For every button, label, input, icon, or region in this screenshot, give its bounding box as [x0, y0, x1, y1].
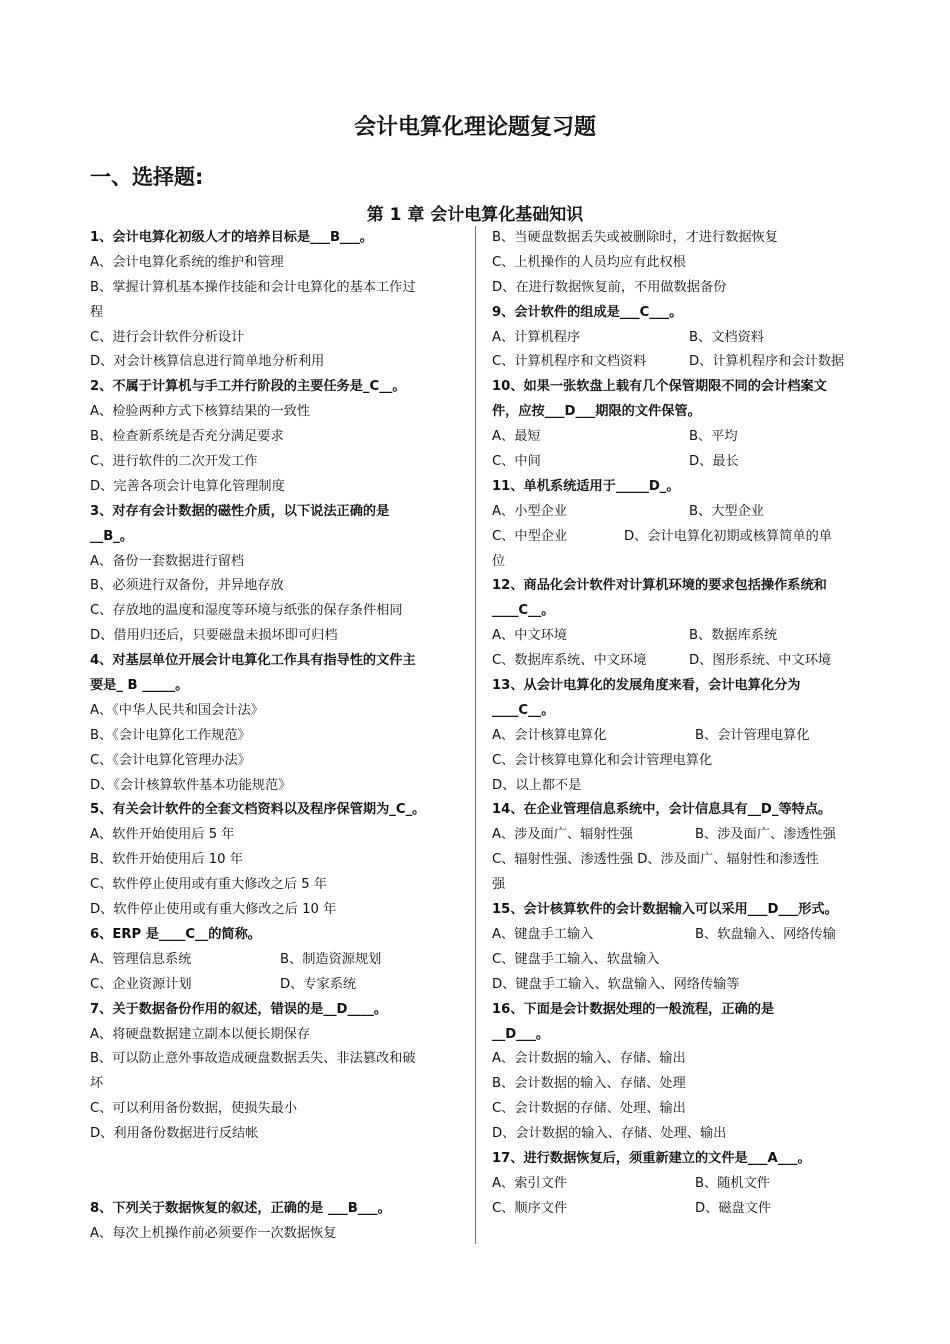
line-text: B、软件开始使用后 10 年 [90, 852, 243, 868]
answer-option-line [90, 624, 460, 649]
question-line [90, 525, 460, 550]
question-line [492, 574, 872, 599]
line-text: 15、会计核算软件的会计数据输入可以采用___D___形式。 [492, 902, 838, 918]
line-text: C、键盘手工输入、软盘输入 [492, 951, 660, 967]
line-text: C、中间 [492, 454, 541, 470]
line-text: A、键盘手工输入 [492, 926, 594, 942]
line-text: D、借用归还后，只要磁盘未损坏即可归档 [90, 628, 338, 644]
line-text: C、企业资源计划 [90, 976, 192, 992]
line-text: 程 [90, 304, 104, 320]
answer-option-line [492, 749, 872, 774]
answer-option-line [90, 724, 460, 749]
answer-option-line [492, 500, 872, 525]
line-text: 6、ERP 是____C__的简称。 [90, 926, 261, 942]
answer-option-line [492, 948, 872, 973]
answer-option-line [90, 1097, 460, 1122]
line-text: C、存放地的温度和湿度等环境与纸张的保存条件相同 [90, 603, 403, 619]
question-line [492, 301, 872, 326]
line-text: A、会计电算化系统的维护和管理 [90, 254, 284, 270]
line-text: D、《会计核算软件基本功能规范》 [90, 777, 292, 793]
line-text: C、《会计电算化管理办法》 [90, 752, 251, 768]
second-option-text: B、平均 [689, 429, 738, 445]
line-text: 3、对存有会计数据的磁性介质，以下说法正确的是 [90, 503, 390, 519]
line-text: 13、从会计电算化的发展角度来看，会计电算化分为 [492, 678, 801, 694]
answer-option-line [492, 350, 872, 375]
question-line [90, 1197, 460, 1222]
question-line [90, 375, 460, 400]
second-option-text: B、软盘输入、网络传输 [695, 926, 836, 942]
line-text: A、《中华人民共和国会计法》 [90, 702, 264, 718]
line-text: D、完善各项会计电算化管理制度 [90, 478, 285, 494]
line-text: 坏 [90, 1076, 104, 1092]
line-text: 9、会计软件的组成是___C___。 [492, 304, 683, 320]
line-text: ____C__。 [492, 603, 555, 619]
line-text: C、中型企业 [492, 528, 568, 544]
answer-option-line [90, 599, 460, 624]
line-text: A、涉及面广、辐射性强 [492, 827, 633, 843]
chapter-heading: 第 1 章 会计电算化基础知识 [366, 205, 584, 225]
second-option-text: D、图形系统、中文环境 [689, 653, 832, 669]
line-text: __B_。 [90, 528, 134, 544]
line-text: A、备份一套数据进行留档 [90, 553, 245, 569]
line-text: D、在进行数据恢复前，不用做数据备份 [492, 279, 727, 295]
line-text: B、检查新系统是否充分满足要求 [90, 429, 284, 445]
answer-option-line [90, 276, 460, 301]
answer-option-line [492, 774, 872, 799]
line-text: 5、有关会计软件的全套文档资料以及程序保管期为_C_。 [90, 802, 426, 818]
line-text: 8、下列关于数据恢复的叙述，正确的是 ___B___。 [90, 1200, 391, 1216]
answer-option-line [492, 1097, 872, 1122]
second-option-text: B、随机文件 [695, 1175, 770, 1191]
line-text: B、《会计电算化工作规范》 [90, 727, 251, 743]
line-text: 1、会计电算化初级人才的培养目标是___B___。 [90, 230, 373, 245]
column-divider [475, 226, 476, 1244]
question-line [492, 400, 872, 425]
line-text: A、管理信息系统 [90, 951, 192, 967]
answer-option-line [492, 724, 872, 749]
answer-option-line [90, 1023, 460, 1048]
second-option-text: B、文档资料 [689, 329, 764, 345]
answer-option-line [492, 649, 872, 674]
line-text: C、上机操作的人员均应有此权根 [492, 254, 686, 270]
second-option-text: D、会计电算化初期或核算简单的单 [624, 528, 832, 544]
line-text: 4、对基层单位开展会计电算化工作具有指导性的文件主 [90, 653, 416, 669]
answer-option-line [492, 973, 872, 998]
answer-option-line [492, 624, 872, 649]
question-line [492, 674, 872, 699]
question-line [90, 798, 460, 823]
line-text: C、可以利用备份数据，使损失最小 [90, 1101, 298, 1117]
answer-option-line [492, 873, 872, 898]
second-option-text: B、涉及面广、渗透性强 [695, 827, 836, 843]
answer-option-line [492, 1172, 872, 1197]
line-text: D、以上都不是 [492, 777, 582, 793]
question-line [492, 699, 872, 724]
answer-option-line [492, 525, 872, 550]
line-text: A、会计核算电算化 [492, 727, 607, 743]
answer-option-line [90, 1222, 460, 1247]
answer-option-line [492, 326, 872, 351]
answer-option-line [90, 873, 460, 898]
section-heading: 一、选择题: [90, 165, 204, 189]
line-text: B、可以防止意外事故造成硬盘数据丢失、非法篡改和破 [90, 1051, 416, 1067]
blank-line [90, 1172, 460, 1197]
answer-option-line [90, 1072, 460, 1097]
answer-option-line [90, 973, 460, 998]
answer-option-line [90, 848, 460, 873]
line-text: B、掌握计算机基本操作技能和会计电算化的基本工作过 [90, 279, 416, 295]
line-text: C、数据库系统、中文环境 [492, 653, 647, 669]
question-line [492, 475, 872, 500]
answer-option-line [90, 326, 460, 351]
line-text: C、辐射性强、渗透性强 D、涉及面广、辐射性和渗透性 [492, 852, 819, 868]
question-line [492, 1023, 872, 1048]
answer-option-line [90, 425, 460, 450]
answer-option-line [492, 1122, 872, 1147]
line-text: C、顺序文件 [492, 1200, 568, 1216]
answer-option-line [492, 848, 872, 873]
line-text: 12、商品化会计软件对计算机环境的要求包括操作系统和 [492, 578, 827, 594]
question-line [90, 226, 460, 251]
line-text: A、中文环境 [492, 628, 567, 644]
line-text: D、利用备份数据进行反结帐 [90, 1126, 259, 1142]
answer-option-line [492, 251, 872, 276]
line-text: B、必须进行双备份，并异地存放 [90, 578, 284, 594]
line-text: C、计算机程序和文档资料 [492, 354, 647, 370]
answer-option-line [492, 1047, 872, 1072]
answer-option-line [90, 550, 460, 575]
line-text: A、会计数据的输入、存储、输出 [492, 1051, 686, 1067]
line-text: __D___。 [492, 1026, 550, 1042]
question-line [90, 649, 460, 674]
question-line [492, 798, 872, 823]
line-text: 7、关于数据备份作用的叙述，错误的是__D____。 [90, 1001, 388, 1017]
line-text: B、会计数据的输入、存储、处理 [492, 1076, 686, 1092]
line-text: ____C__。 [492, 702, 555, 718]
answer-option-line [492, 1197, 872, 1222]
blank-line [90, 1147, 460, 1172]
answer-option-line [492, 923, 872, 948]
line-text: 要是_ B _____。 [90, 678, 189, 694]
line-text: D、对会计核算信息进行简单地分析利用 [90, 354, 325, 370]
second-option-text: B、会计管理电算化 [695, 727, 810, 743]
answer-option-line [90, 1047, 460, 1072]
answer-option-line [492, 226, 872, 251]
line-text: 件，应按___D___期限的文件保管。 [492, 404, 701, 420]
line-text: D、软件停止使用或有重大修改之后 10 年 [90, 902, 337, 918]
line-text: 位 [492, 553, 506, 569]
left-column [90, 226, 460, 1247]
line-text: C、进行软件的二次开发工作 [90, 454, 258, 470]
answer-option-line [90, 774, 460, 799]
question-line [90, 500, 460, 525]
second-option-text: D、磁盘文件 [695, 1200, 772, 1216]
line-text: A、每次上机操作前必须要作一次数据恢复 [90, 1225, 337, 1241]
answer-option-line [90, 574, 460, 599]
line-text: C、会计核算电算化和会计管理电算化 [492, 752, 713, 768]
line-text: 2、不属于计算机与手工并行阶段的主要任务是_C__。 [90, 379, 406, 395]
line-text: B、当硬盘数据丢失或被删除时，才进行数据恢复 [492, 230, 778, 245]
answer-option-line [90, 301, 460, 326]
line-text: 17、进行数据恢复后，须重新建立的文件是___A___。 [492, 1150, 811, 1166]
line-text: A、计算机程序 [492, 329, 581, 345]
line-text: D、键盘手工输入、软盘输入、网络传输等 [492, 976, 740, 992]
answer-option-line [90, 400, 460, 425]
right-column [492, 226, 872, 1222]
line-text: C、软件停止使用或有重大修改之后 5 年 [90, 877, 327, 893]
second-option-text: D、计算机程序和会计数据 [689, 354, 845, 370]
answer-option-line [492, 823, 872, 848]
line-text: 16、下面是会计数据处理的一般流程，正确的是 [492, 1001, 775, 1017]
question-line [90, 674, 460, 699]
question-line [492, 599, 872, 624]
answer-option-line [492, 550, 872, 575]
second-option-text: B、大型企业 [689, 503, 764, 519]
line-text: A、小型企业 [492, 503, 567, 519]
line-text: A、最短 [492, 429, 541, 445]
answer-option-line [90, 948, 460, 973]
answer-option-line [90, 1122, 460, 1147]
answer-option-line [90, 350, 460, 375]
answer-option-line [90, 898, 460, 923]
second-option-text: D、最长 [689, 454, 739, 470]
answer-option-line [492, 425, 872, 450]
question-line [492, 375, 872, 400]
answer-option-line [90, 475, 460, 500]
question-line [492, 1147, 872, 1172]
second-option-text: D、专家系统 [280, 976, 357, 992]
answer-option-line [90, 450, 460, 475]
line-text: C、进行会计软件分析设计 [90, 329, 245, 345]
answer-option-line [492, 1072, 872, 1097]
answer-option-line [90, 251, 460, 276]
line-text: A、检验两种方式下核算结果的一致性 [90, 404, 311, 420]
second-option-text: B、制造资源规划 [280, 951, 382, 967]
question-line [90, 998, 460, 1023]
answer-option-line [492, 276, 872, 301]
line-text: A、将硬盘数据建立副本以便长期保存 [90, 1026, 311, 1042]
line-text: C、会计数据的存储、处理、输出 [492, 1101, 686, 1117]
line-text: 11、单机系统适用于_____D_。 [492, 478, 680, 494]
line-text: A、软件开始使用后 5 年 [90, 827, 235, 843]
line-text: 强 [492, 877, 506, 893]
question-line [492, 898, 872, 923]
line-text: D、会计数据的输入、存储、处理、输出 [492, 1126, 727, 1142]
second-option-text: B、数据库系统 [689, 628, 778, 644]
line-text: 14、在企业管理信息系统中，会计信息具有__D_等特点。 [492, 802, 832, 818]
document-title: 会计电算化理论题复习题 [353, 115, 596, 140]
answer-option-line [90, 749, 460, 774]
line-text: 10、如果一张软盘上载有几个保管期限不同的会计档案文 [492, 379, 827, 395]
question-line [90, 923, 460, 948]
question-line [492, 998, 872, 1023]
answer-option-line [492, 450, 872, 475]
answer-option-line [90, 823, 460, 848]
line-text: A、索引文件 [492, 1175, 567, 1191]
answer-option-line [90, 699, 460, 724]
